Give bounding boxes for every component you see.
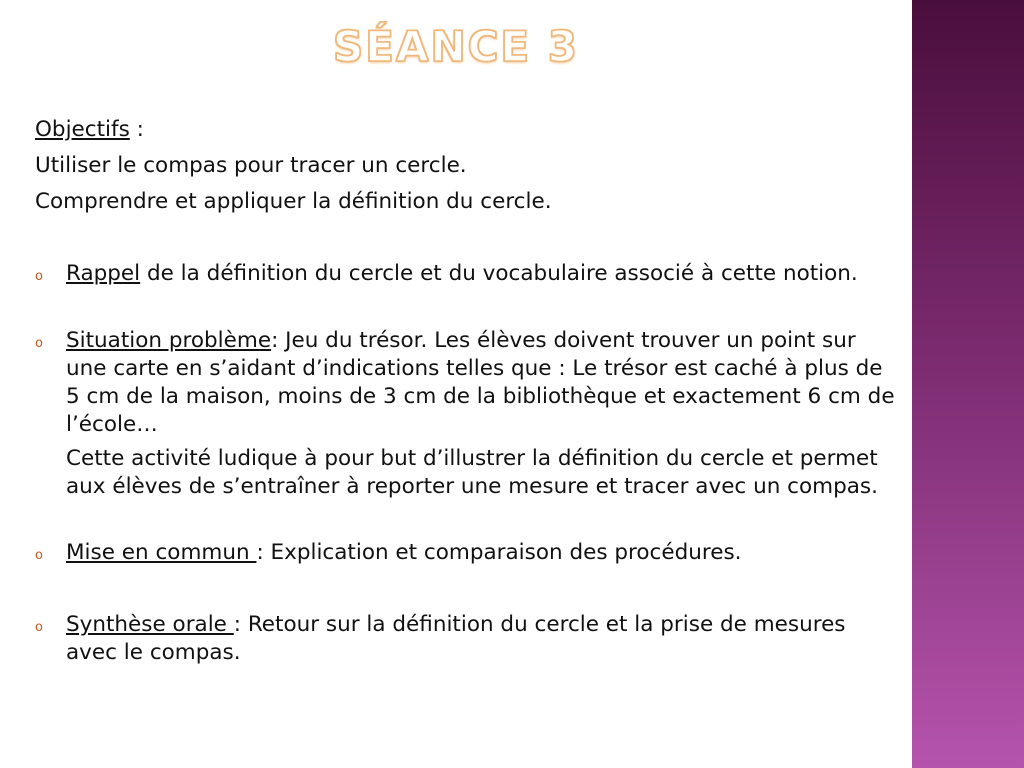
slide-content — [35, 112, 895, 667]
bullet-marker-icon: o — [35, 336, 43, 351]
objective-line: Comprendre et appliquer la définition du cercle. — [35, 189, 552, 214]
bullet-text: : Retour sur la définition du cercle et la prise de mesures avec le compas. — [66, 612, 846, 665]
objective-line: Utiliser le compas pour tracer un cercle. — [35, 153, 467, 178]
bullet-marker-icon: o — [35, 269, 43, 284]
bullet-item-synthese-orale — [35, 611, 895, 667]
bullet-item-situation-probleme — [35, 327, 895, 439]
bullet-text: : Explication et comparaison des procédures. — [256, 540, 742, 565]
objectives-label: Objectifs — [35, 117, 130, 142]
bullet-term: Mise en commun — [66, 540, 257, 565]
slide-title: SÉANCE 3 — [333, 22, 579, 71]
bullet-marker-icon: o — [35, 620, 43, 635]
bullet-term: Synthèse orale — [66, 612, 234, 637]
bullet-text: : Jeu du trésor. Les élèves doivent trouver un point sur une carte en s’aidant d’indications telles que : Le trésor est caché à plus de 5 cm de la maison, moins de 3 cm de la bibliothèque et exactement 6 cm de l’école… — [66, 328, 895, 437]
bullet-marker-icon: o — [35, 548, 43, 563]
decorative-side-band — [912, 0, 1024, 768]
bullet-term: Rappel — [66, 261, 141, 286]
bullet-text: de la définition du cercle et du vocabulaire associé à cette notion. — [140, 261, 858, 286]
bullet-term: Situation problème — [66, 328, 272, 353]
bullet-item-mise-en-commun — [35, 539, 895, 567]
bullet-extra-paragraph: Cette activité ludique à pour but d’illustrer la définition du cercle et permet aux élèves de s’entraîner à reporter une mesure et tracer avec un compas. — [66, 446, 878, 499]
objectives-suffix: : — [129, 117, 144, 142]
objectives-heading — [35, 112, 895, 148]
bullet-item-rappel — [35, 260, 895, 288]
